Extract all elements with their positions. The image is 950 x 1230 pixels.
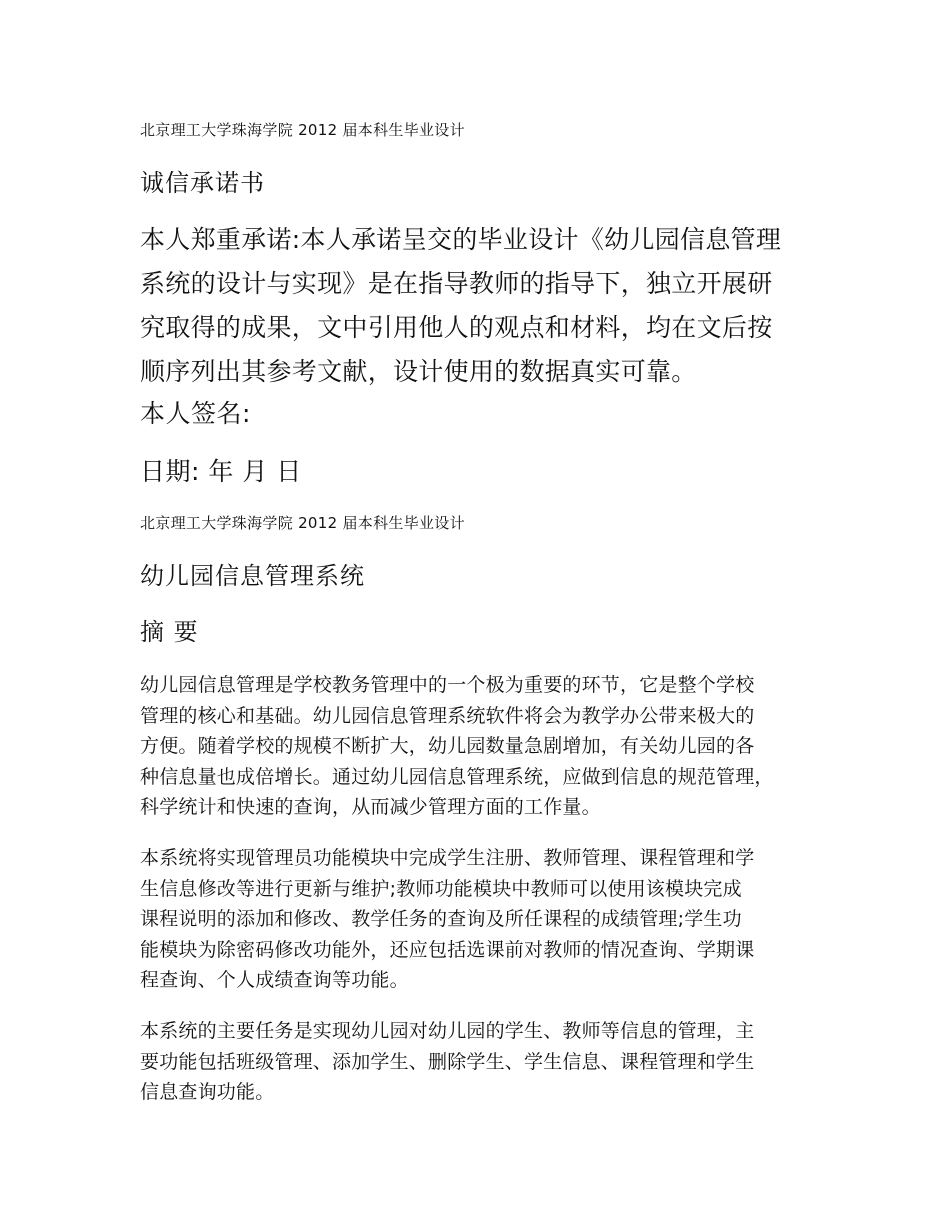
pledge-line: 究取得的成果，文中引用他人的观点和材料，均在文后按 [140,313,773,342]
abstract-heading: 摘 要 [140,618,199,646]
page-header: 北京理工大学珠海学院 2012 届本科生毕业设计 [140,121,465,139]
paragraph-line: 本系统的主要任务是实现幼儿园对幼儿园的学生、教师等信息的管理，主 [140,1020,755,1042]
page-header: 北京理工大学珠海学院 2012 届本科生毕业设计 [140,514,465,532]
date-label: 日期: 年 月 日 [140,457,302,486]
paragraph-line: 生信息修改等进行更新与维护;教师功能模块中教师可以使用该模块完成 [140,877,742,900]
paragraph-line: 种信息量也成倍增长。通过幼儿园信息管理系统，应做到信息的规范管理， [140,765,774,788]
paragraph-line: 要功能包括班级管理、添加学生、删除学生、学生信息、课程管理和学生 [140,1050,755,1073]
paragraph-line: 本系统将实现管理员功能模块中完成学生注册、教师管理、课程管理和学 [140,847,755,869]
paragraph-line: 科学统计和快速的查询，从而减少管理方面的工作量。 [140,796,601,818]
paragraph-line: 幼儿园信息管理是学校教务管理中的一个极为重要的环节，它是整个学校 [140,674,755,696]
pledge-line: 系统的设计与实现》是在指导教师的指导下，独立开展研 [140,269,773,298]
pledge-paragraph [140,218,781,394]
abstract-paragraph-1 [140,670,774,823]
paragraph-line: 信息查询功能。 [140,1081,275,1103]
signature-label: 本人签名: [140,399,251,428]
abstract-paragraph-2 [140,843,754,996]
paragraph-line: 管理的核心和基础。幼儿园信息管理系统软件将会为教学办公带来极大的 [140,704,755,727]
thesis-title: 幼儿园信息管理系统 [140,562,365,590]
pledge-line: 顺序列出其参考文献，设计使用的数据真实可靠。 [140,357,697,386]
paragraph-line: 程查询、个人成绩查询等功能。 [140,969,409,991]
paragraph-line: 课程说明的添加和修改、教学任务的查询及所任课程的成绩管理;学生功 [140,908,742,930]
paragraph-line: 能模块为除密码修改功能外，还应包括选课前对教师的情况查询、学期课 [140,938,755,961]
pledge-line: 本人郑重承诺:本人承诺呈交的毕业设计《幼儿园信息管理 [140,225,782,254]
abstract-paragraph-3 [140,1016,754,1108]
pledge-title: 诚信承诺书 [140,169,265,197]
paragraph-line: 方便。随着学校的规模不断扩大，幼儿园数量急剧增加，有关幼儿园的各 [140,735,755,757]
